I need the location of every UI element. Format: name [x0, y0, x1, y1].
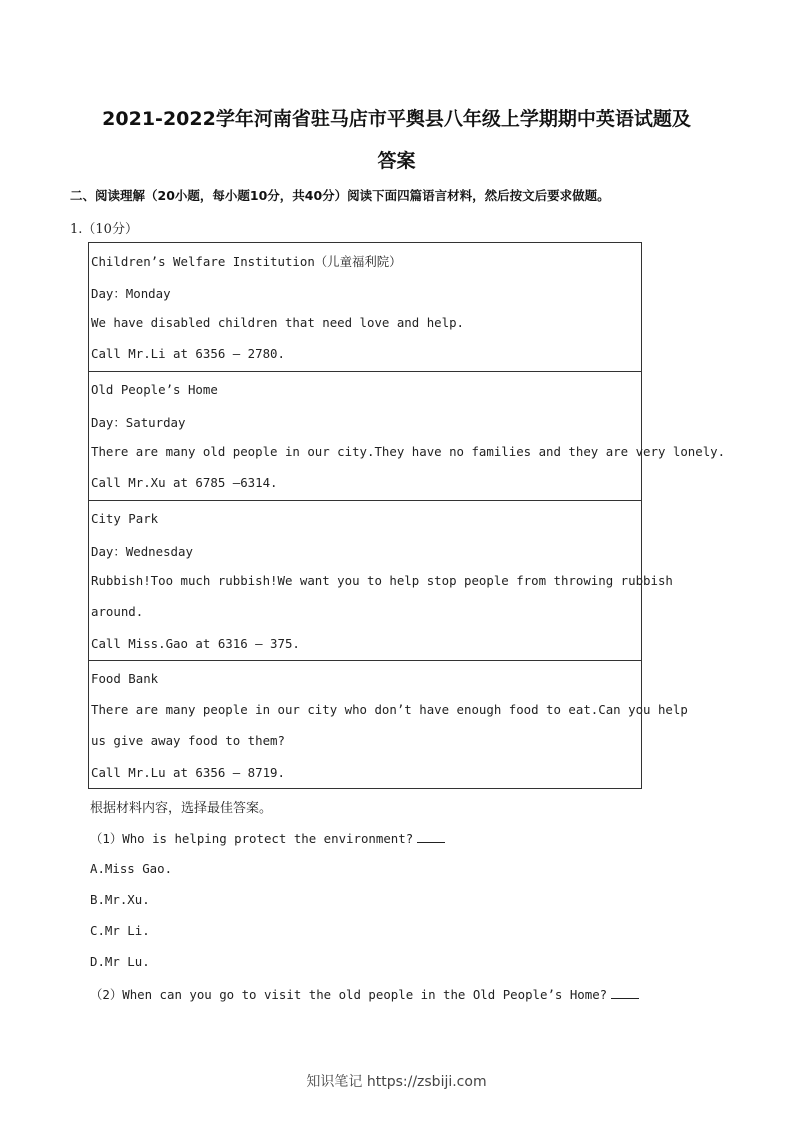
notice-contact: Call Mr.Li at 6356 – 2780.: [91, 346, 285, 361]
option-d: D.Mr Lu.: [90, 954, 150, 969]
notice-contact: Call Mr.Lu at 6356 – 8719.: [91, 765, 285, 780]
notices-table: [88, 242, 726, 789]
notice-old-peoples-home: [89, 372, 726, 501]
section-heading: 二、阅读理解（20小题，每小题10分，共40分）阅读下面四篇语言材料，然后按文后要求做题。: [70, 188, 610, 203]
question-2-stem: [90, 985, 639, 1003]
notice-title: Food Bank: [91, 671, 159, 686]
notice-description-continued: around.: [91, 604, 144, 619]
notice-city-park: [89, 501, 673, 661]
notice-contact: Call Mr.Xu at 6785 –6314.: [91, 475, 278, 490]
notice-day: Day：Saturday: [91, 415, 186, 430]
question-1-stem: [90, 829, 445, 847]
notice-welfare-institution: [89, 243, 641, 372]
notice-description: There are many old people in our city.They have no families and they are very lonely.: [91, 444, 726, 459]
notice-title: Children’s Welfare Institution（儿童福利院）: [91, 254, 402, 269]
notice-description: There are many people in our city who don’t have enough food to eat.Can you help: [91, 702, 688, 717]
notice-title: City Park: [91, 511, 159, 526]
notice-day: Day：Monday: [91, 286, 171, 301]
question-number: 1.（10分）: [70, 222, 138, 237]
page-title-line-2: 答案: [377, 150, 416, 172]
notice-description-continued: us give away food to them?: [91, 733, 285, 748]
question-stem-text: （1）Who is helping protect the environment?: [90, 831, 414, 846]
notice-description: We have disabled children that need love and help.: [91, 315, 464, 330]
notice-day: Day：Wednesday: [91, 544, 193, 559]
notice-description: Rubbish!Too much rubbish!We want you to help stop people from throwing rubbish: [91, 573, 673, 588]
answer-blank: [611, 988, 639, 999]
question-stem-text: （2）When can you go to visit the old people in the Old People’s Home?: [90, 987, 608, 1002]
option-a: A.Miss Gao.: [90, 861, 173, 876]
page-title-line-1: 2021-2022学年河南省驻马店市平舆县八年级上学期期中英语试题及: [102, 108, 691, 130]
option-c: C.Mr Li.: [90, 923, 150, 938]
option-b: B.Mr.Xu.: [90, 892, 150, 907]
notice-contact: Call Miss.Gao at 6316 – 375.: [91, 636, 300, 651]
notice-title: Old People’s Home: [91, 382, 218, 397]
notice-food-bank: [89, 661, 688, 788]
answer-blank: [417, 832, 445, 843]
footer-watermark: 知识笔记 https://zsbiji.com: [306, 1074, 487, 1090]
instruction: 根据材料内容，选择最佳答案。: [90, 801, 273, 816]
